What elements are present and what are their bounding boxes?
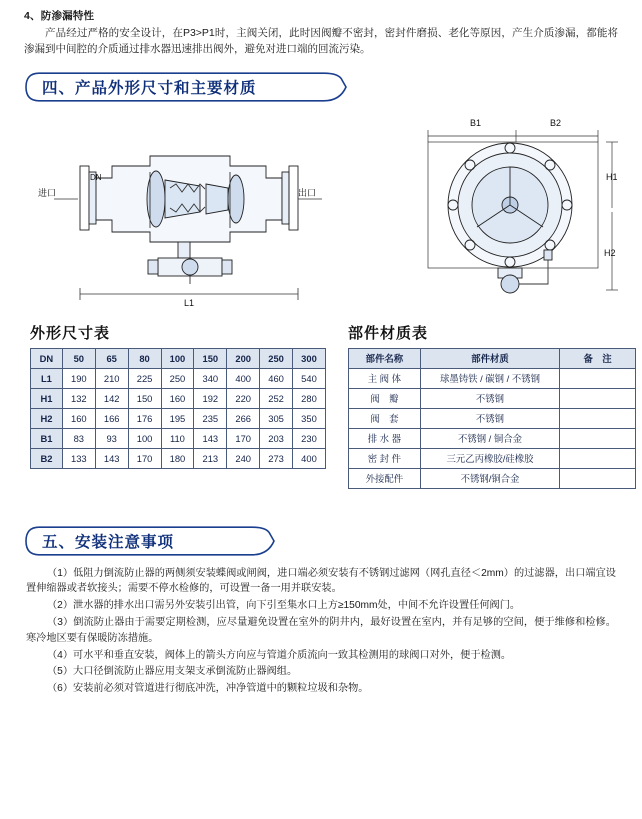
- label-b1: B1: [470, 117, 482, 128]
- document-page: [0, 8, 642, 819]
- note-item: （2）泄水器的排水出口需另外安装引出管，向下引至集水口上方≥150mm处，中间不允许设置任何阀门。: [47, 600, 521, 612]
- note-item: （4）可水平和垂直安装，阀体上的箭头方向应与管道介质流向一致其检测用的球阀口对外，便于检测。: [47, 649, 512, 661]
- dim-cell: 400: [227, 368, 260, 388]
- dim-cell: 132: [62, 388, 95, 408]
- mat-part-name: 阀 套: [349, 408, 421, 428]
- dim-col-head: 50: [62, 348, 95, 368]
- dim-cell: 240: [227, 448, 260, 468]
- dim-row-label: L1: [31, 368, 63, 388]
- dim-col-head: 250: [260, 348, 293, 368]
- dim-cell: 180: [161, 448, 194, 468]
- dim-cell: 250: [161, 368, 194, 388]
- dim-cell: 460: [260, 368, 293, 388]
- note-item: （3）倒流防止器由于需要定期检测，应尽量避免设置在室外的阴井内，最好设置在室内，并有足够的空间，便于维修和检修。寒冷地区要有保暖防冻措施。: [26, 616, 616, 644]
- dim-cell: 213: [194, 448, 227, 468]
- banner-label-five: 五、安装注意事项: [38, 530, 178, 552]
- dim-col-head: 80: [128, 348, 161, 368]
- material-table-title: 部件材质表: [348, 324, 429, 342]
- note-item: （5）大口径倒流防止器应用支架支承倒流防止器阀组。: [47, 666, 298, 678]
- dim-cell: 143: [194, 428, 227, 448]
- mat-part-name: 外接配件: [349, 468, 421, 488]
- dim-cell: 110: [161, 428, 194, 448]
- dim-cell: 235: [194, 408, 227, 428]
- mat-part-note: [560, 368, 636, 388]
- dim-cell: 225: [128, 368, 161, 388]
- banner-section-four: [24, 72, 618, 102]
- table-row: [349, 368, 636, 388]
- dim-cell: 203: [260, 428, 293, 448]
- mat-col-head: 备 注: [560, 348, 636, 368]
- dim-cell: 305: [260, 408, 293, 428]
- dimension-table: [30, 348, 326, 469]
- mat-part-material: 球墨铸铁 / 碳钢 / 不锈钢: [420, 368, 559, 388]
- label-inlet: 进口: [38, 187, 57, 198]
- dim-col-head: 100: [161, 348, 194, 368]
- table-row: [349, 448, 636, 468]
- table-row: [31, 408, 326, 428]
- dim-col-head: 300: [293, 348, 326, 368]
- mat-part-material: 不锈钢: [420, 388, 559, 408]
- mat-part-name: 排 水 器: [349, 428, 421, 448]
- mat-part-note: [560, 468, 636, 488]
- dim-cell: 160: [62, 408, 95, 428]
- table-row: [349, 468, 636, 488]
- tables-area: [18, 348, 624, 508]
- mat-part-note: [560, 448, 636, 468]
- dim-col-head: 150: [194, 348, 227, 368]
- label-dn: DN: [90, 172, 102, 182]
- dim-col-head: DN: [31, 348, 63, 368]
- dim-cell: 83: [62, 428, 95, 448]
- table-row: [349, 428, 636, 448]
- dim-cell: 400: [293, 448, 326, 468]
- table-row: [31, 368, 326, 388]
- dim-cell: 100: [128, 428, 161, 448]
- dim-row-label: H1: [31, 388, 63, 408]
- dim-cell: 150: [128, 388, 161, 408]
- table-row: [31, 448, 326, 468]
- drawing-side-view: [30, 108, 350, 313]
- dim-row-label: H2: [31, 408, 63, 428]
- dim-cell: 195: [161, 408, 194, 428]
- mat-part-note: [560, 388, 636, 408]
- dimension-table-title: 外形尺寸表: [30, 324, 111, 342]
- table-row: [31, 428, 326, 448]
- table-row: [349, 348, 636, 368]
- mat-part-note: [560, 408, 636, 428]
- dim-row-label: B1: [31, 428, 63, 448]
- mat-part-name: 密 封 件: [349, 448, 421, 468]
- mat-col-head: 部件材质: [420, 348, 559, 368]
- dim-cell: 230: [293, 428, 326, 448]
- dim-cell: 540: [293, 368, 326, 388]
- banner-section-five: [24, 526, 618, 556]
- label-h2: H2: [604, 247, 616, 258]
- mat-part-name: 阀 瓣: [349, 388, 421, 408]
- mat-part-material: 不锈钢/铜合金: [420, 468, 559, 488]
- note-item: （6）安装前必须对管道进行彻底冲洗，冲净管道中的颗粒垃圾和杂物。: [47, 683, 369, 695]
- dim-col-head: 200: [227, 348, 260, 368]
- dim-cell: 340: [194, 368, 227, 388]
- dim-cell: 220: [227, 388, 260, 408]
- dim-cell: 93: [95, 428, 128, 448]
- dim-cell: 160: [161, 388, 194, 408]
- table-row: [349, 408, 636, 428]
- dim-cell: 170: [227, 428, 260, 448]
- dim-cell: 280: [293, 388, 326, 408]
- dim-cell: 266: [227, 408, 260, 428]
- dim-cell: 192: [194, 388, 227, 408]
- dim-cell: 143: [95, 448, 128, 468]
- dim-cell: 176: [128, 408, 161, 428]
- label-b2: B2: [550, 117, 562, 128]
- table-titles: [18, 322, 624, 348]
- mat-part-name: 主 阀 体: [349, 368, 421, 388]
- mat-part-material: 三元乙丙橡胶/硅橡胶: [420, 448, 559, 468]
- label-outlet: 出口: [298, 187, 317, 198]
- mat-part-material: 不锈钢 / 铜合金: [420, 428, 559, 448]
- table-row: [31, 348, 326, 368]
- mat-part-note: [560, 428, 636, 448]
- dim-cell: 142: [95, 388, 128, 408]
- dim-row-label: B2: [31, 448, 63, 468]
- section-paragraph-leakproof: 产品经过严格的安全设计，在P3>P1时，主阀关闭，此时因阀瓣不密封，密封件磨损、老化等原因，产生介质渗漏，都能将渗漏到中间腔的介质通过排水器迅速排出阀外，避免对进口端的回流污染。: [24, 27, 618, 56]
- label-h1: H1: [606, 171, 618, 182]
- dim-cell: 170: [128, 448, 161, 468]
- drawing-front-view: [398, 108, 642, 313]
- table-row: [31, 388, 326, 408]
- table-row: [349, 388, 636, 408]
- section-heading-leakproof: 4、防渗漏特性: [24, 10, 95, 22]
- dim-cell: 252: [260, 388, 293, 408]
- material-table: [348, 348, 636, 489]
- label-l1: L1: [184, 297, 195, 308]
- mat-part-material: 不锈钢: [420, 408, 559, 428]
- dim-cell: 210: [95, 368, 128, 388]
- installation-notes: [26, 566, 616, 698]
- dim-cell: 350: [293, 408, 326, 428]
- dim-col-head: 65: [95, 348, 128, 368]
- dim-cell: 133: [62, 448, 95, 468]
- drawing-area: [18, 108, 624, 308]
- dim-cell: 273: [260, 448, 293, 468]
- dim-cell: 190: [62, 368, 95, 388]
- note-item: （1）低阻力倒流防止器的两侧须安装蝶阀或闸阀，进口端必须安装有不锈钢过滤网（网孔直径＜2mm）的过滤器，出口端宜设置伸缩器或者软接头；需要不停水检修的，可设置一备一用并联安装。: [26, 567, 616, 595]
- banner-label-four: 四、产品外形尺寸和主要材质: [38, 76, 261, 98]
- dim-cell: 166: [95, 408, 128, 428]
- mat-col-head: 部件名称: [349, 348, 421, 368]
